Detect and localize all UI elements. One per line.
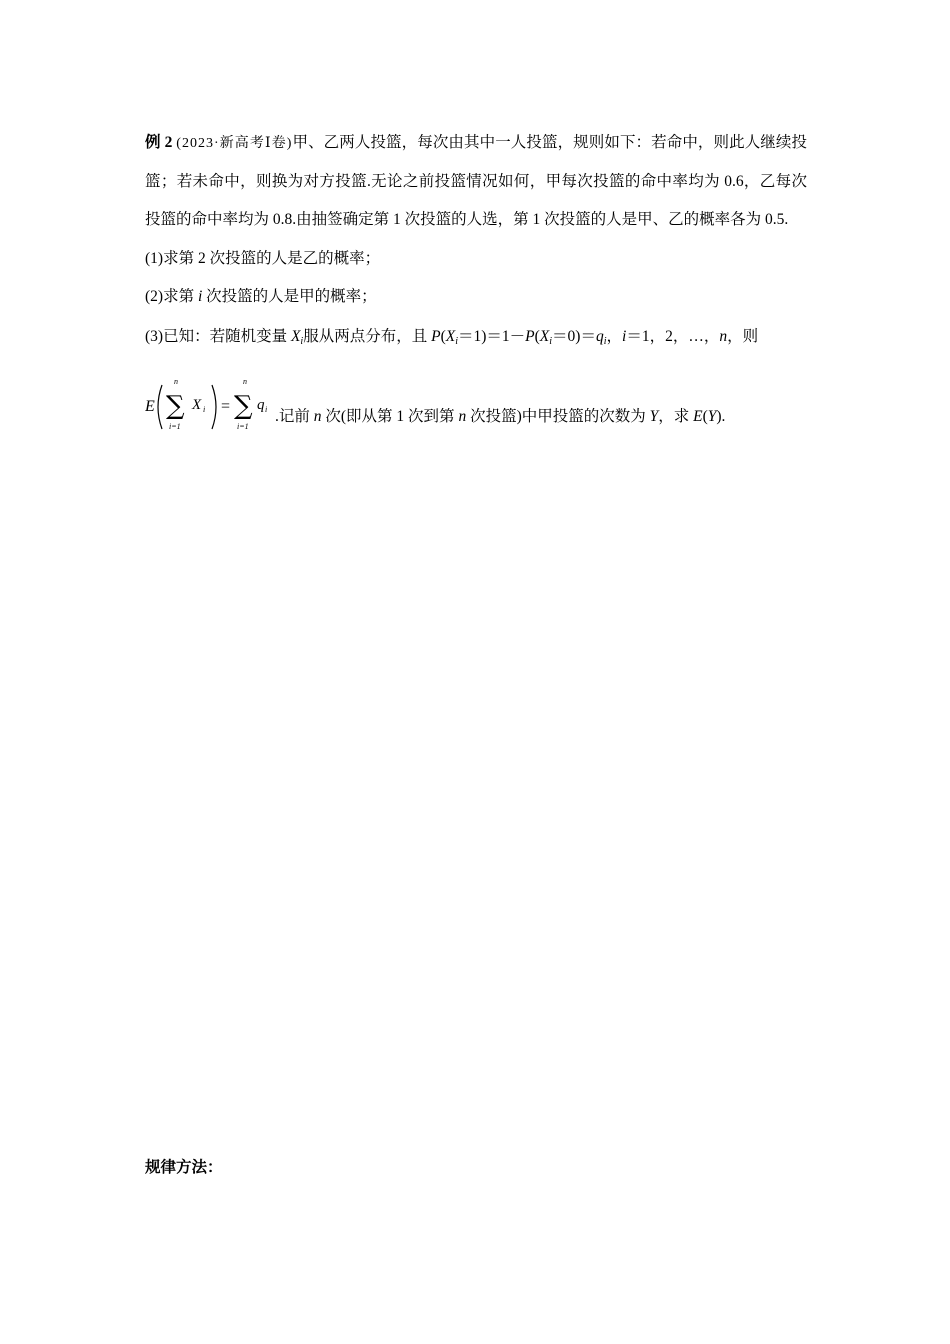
q3-X3: X [539, 328, 550, 345]
q3-X2: X [445, 328, 456, 345]
q3-paren1: ( [440, 328, 446, 345]
formula-sum-symbol: ∑ [166, 391, 185, 421]
question-2-post: 次投篮的人是甲的概率； [202, 288, 377, 305]
question-2-var: i [197, 288, 203, 305]
formula-q: q [257, 397, 265, 413]
example-stem [145, 124, 807, 239]
example-block [145, 124, 807, 447]
formula-row [145, 377, 807, 447]
tail-end: ). [716, 408, 726, 425]
q3-mid1: 服从两点分布，且 [303, 328, 432, 345]
tail-Y: Y [649, 408, 659, 425]
formula-sum-top-2: n [243, 377, 247, 386]
q3-X2-sub: i [455, 336, 458, 347]
q3-P2: P [525, 328, 535, 345]
q3-q: q [595, 328, 604, 345]
formula-tail [275, 407, 725, 427]
example-label: 例 2 [145, 134, 173, 151]
formula-equals: = [221, 398, 231, 415]
tail-paren: ( [702, 408, 708, 425]
formula-q-sub: i [265, 405, 268, 414]
formula-X: X [192, 397, 202, 413]
q3-lead: (3)已知：若随机变量 [145, 328, 291, 345]
formula-right-paren [212, 385, 216, 429]
formula-sum-bottom-2: i=1 [237, 422, 249, 431]
q3-end: ，则 [727, 328, 759, 345]
q3-paren2: ( [534, 328, 540, 345]
example-source: (2023·新高考Ⅰ卷) [176, 136, 293, 151]
q3-range: ＝1，2，…， [626, 328, 720, 345]
example-stem-text: 甲、乙两人投篮，每次由其中一人投篮，规则如下：若命中，则此人继续投篮；若未命中，则换为对方投篮.无论之前投篮情况如何，甲每次投篮的命中率均为 0.6，乙每次投篮的命中率均为 0.8.由抽签确定第 1 次投篮的人选，第 1 次投篮的人是甲、乙的概率各为 0.5. [145, 134, 807, 228]
q3-q-sub: i [603, 336, 607, 347]
tail-n2: n [458, 408, 467, 425]
q3-X3-sub: i [549, 336, 553, 347]
question-1: (1)求第 2 次投篮的人是乙的概率； [145, 250, 381, 267]
question-3 [145, 327, 807, 347]
tail-mid2: 次投篮)中甲投篮的次数为 [466, 408, 650, 425]
method-label: 规律方法： [145, 1159, 223, 1176]
question-2 [145, 287, 807, 307]
tail-pre: .记前 [275, 408, 314, 425]
q3-n-var: n [719, 328, 728, 345]
expectation-sum-formula [145, 377, 275, 437]
q3-X: X [290, 328, 301, 345]
formula-sum-top: n [174, 377, 178, 386]
formula-sum-symbol-2: ∑ [234, 391, 253, 421]
q3-eq2: ＝0)＝ [552, 328, 596, 345]
q3-comma: ， [606, 328, 623, 345]
tail-n1: n [313, 408, 322, 425]
tail-Y2: Y [707, 408, 717, 425]
formula-X-sub: i [203, 405, 206, 414]
question-2-pre: (2)求第 [145, 288, 198, 305]
tail-E: E [693, 408, 703, 425]
tail-mid1: 次(即从第 1 次到第 [321, 408, 459, 425]
formula-left-paren [158, 385, 162, 429]
q3-P1: P [431, 328, 441, 345]
q3-eq1: ＝1)＝1－ [457, 328, 526, 345]
formula-sum-bottom: i=1 [169, 422, 181, 431]
q3-X-sub: i [300, 336, 304, 347]
q3-i-var: i [622, 328, 627, 345]
tail-mid3: ，求 [658, 408, 694, 425]
formula-E: E [145, 398, 155, 415]
